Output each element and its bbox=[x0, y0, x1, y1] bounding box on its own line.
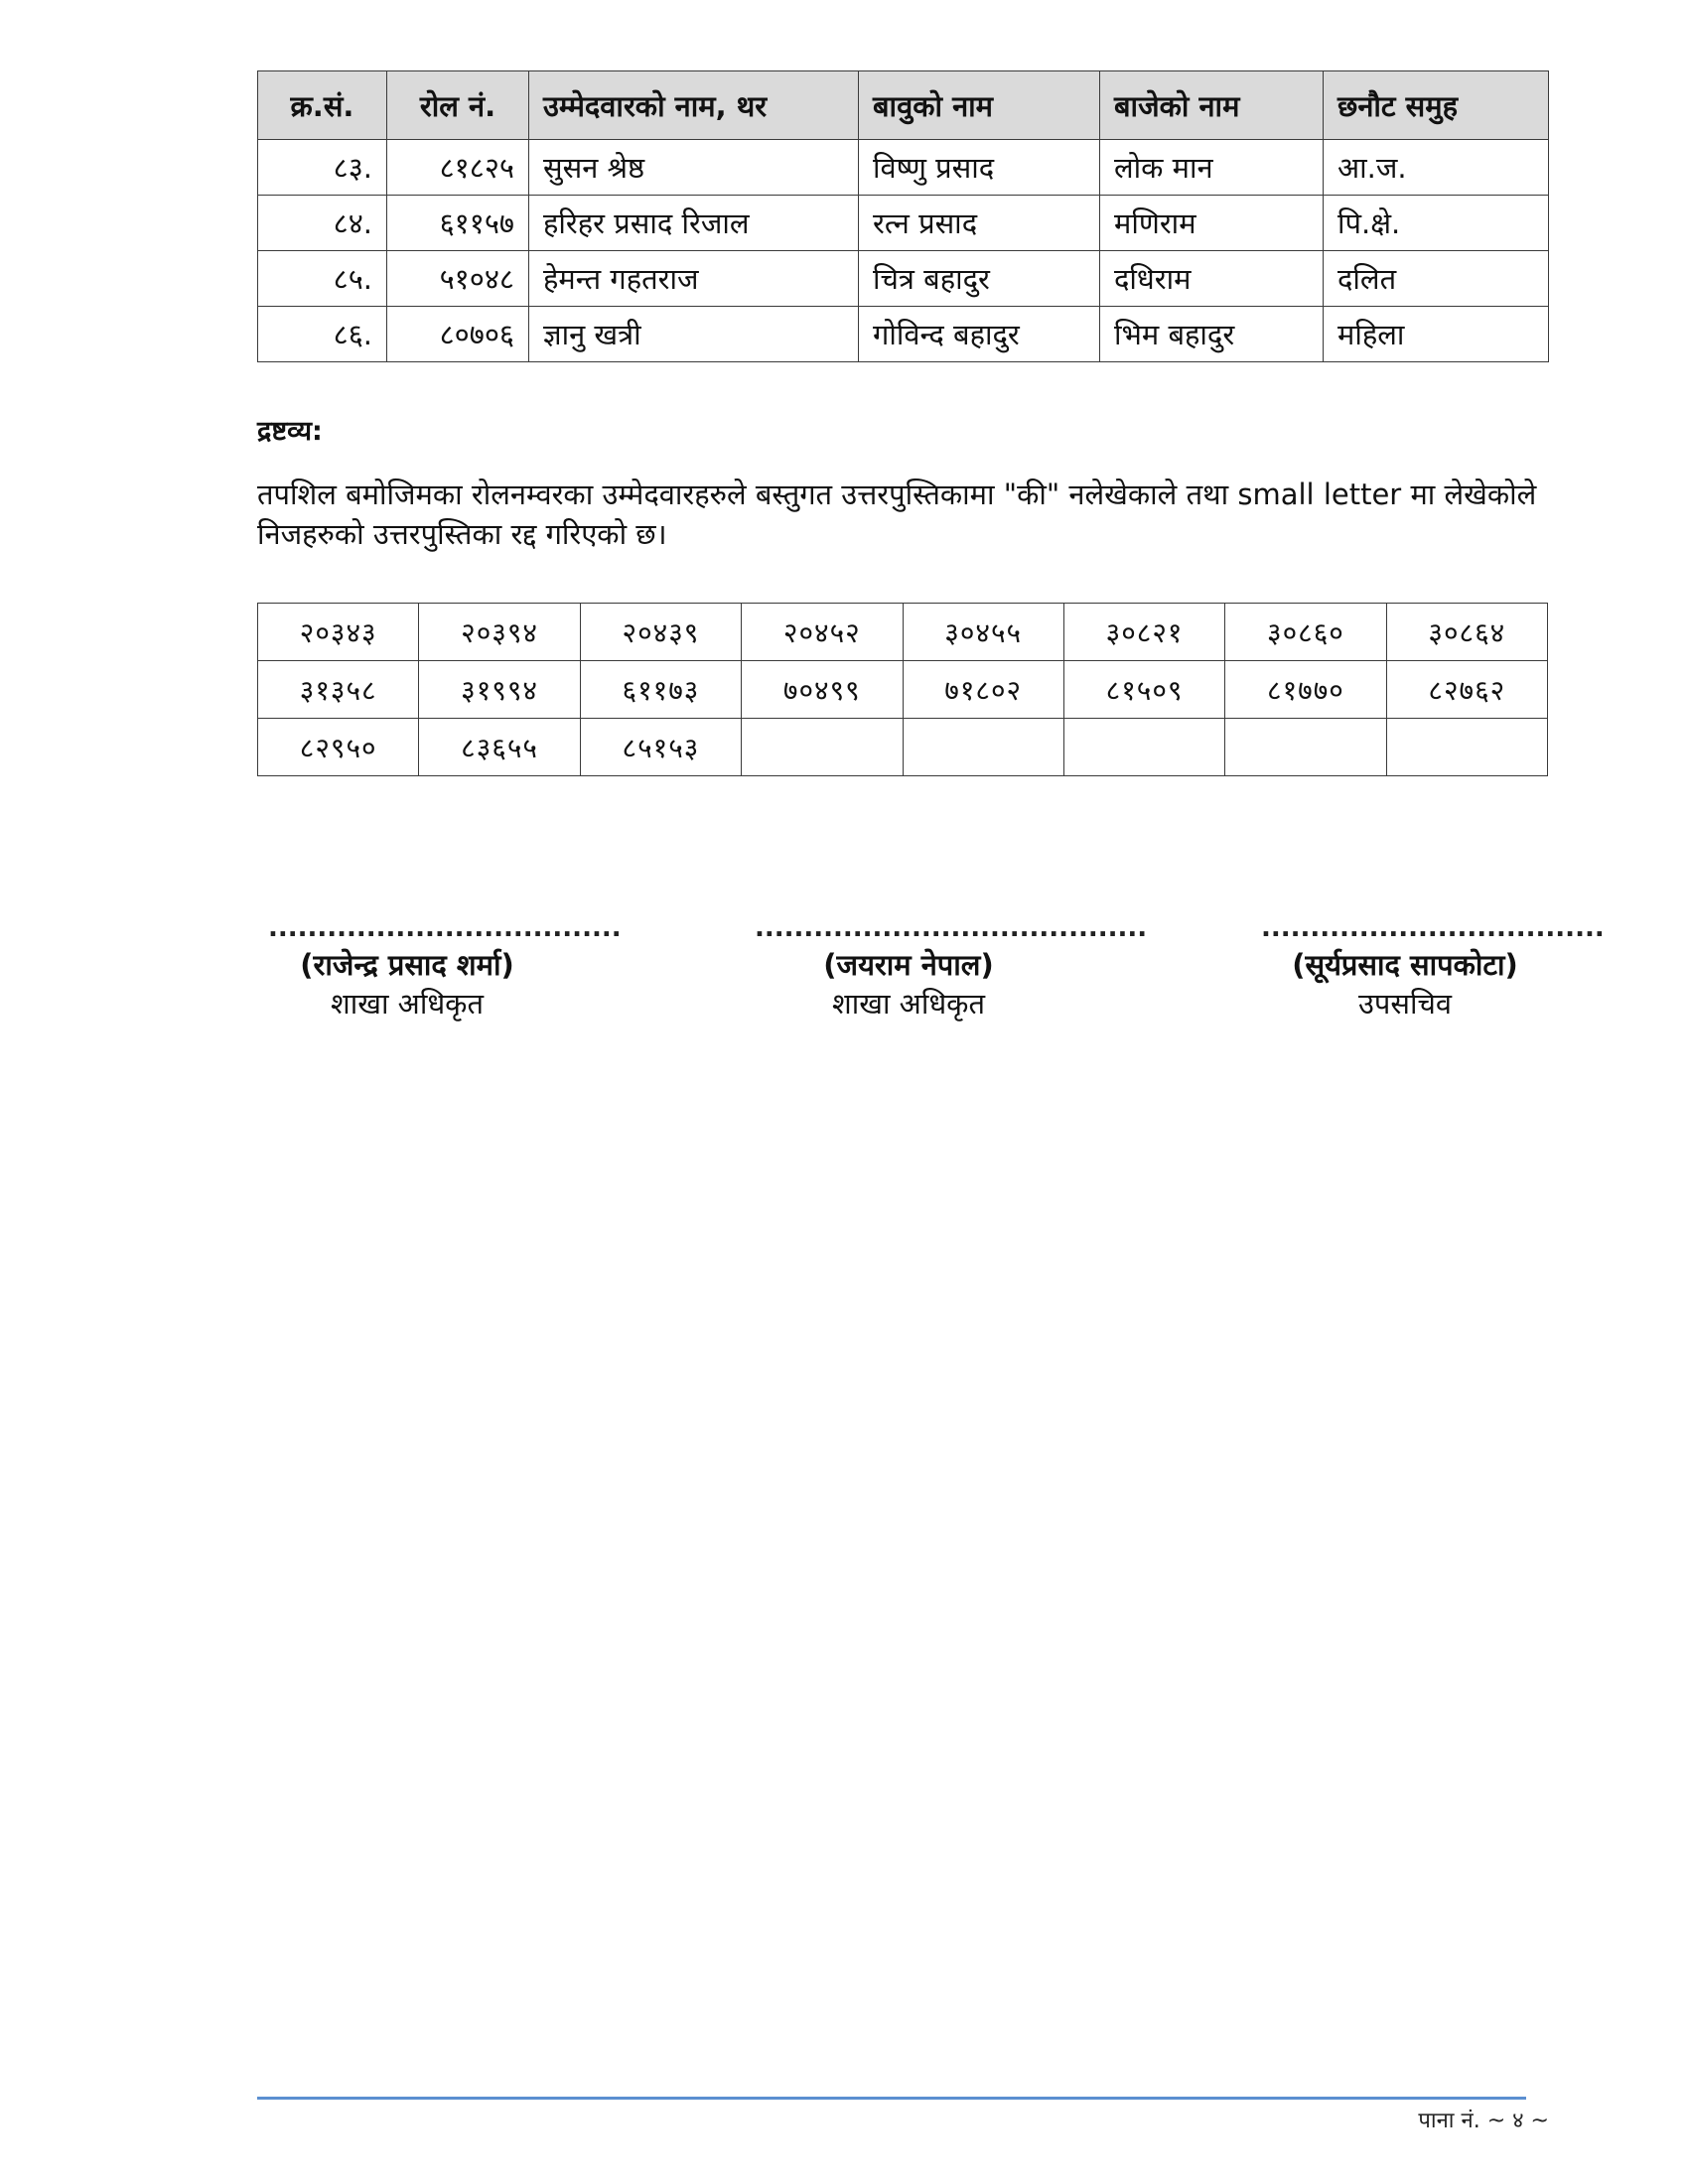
signatory-title: शाखा अधिकृत bbox=[832, 987, 985, 1021]
table-row bbox=[258, 661, 1548, 719]
serial-number-cell: ८४. bbox=[258, 196, 387, 251]
roll-number-cell: ३०८६४ bbox=[1386, 604, 1547, 661]
selection-group-cell: पि.क्षे. bbox=[1324, 196, 1549, 251]
empty-cell bbox=[1386, 719, 1547, 776]
serial-number-cell: ८६. bbox=[258, 307, 387, 362]
cancelled-roll-numbers-table bbox=[257, 603, 1548, 776]
roll-number-cell: ३०४५५ bbox=[903, 604, 1063, 661]
empty-cell bbox=[1225, 719, 1386, 776]
results-table bbox=[257, 70, 1549, 362]
grandfather-name-cell: भिम बहादुर bbox=[1100, 307, 1324, 362]
signature-block-section-officer-2 bbox=[755, 913, 1148, 1023]
signatory-name: (सूर्यप्रसाद सापकोटा) bbox=[1292, 948, 1518, 982]
table-row bbox=[258, 140, 1549, 196]
roll-number-cell: ३१९९४ bbox=[419, 661, 580, 719]
grandfather-name-cell: मणिराम bbox=[1100, 196, 1324, 251]
roll-number-cell: ७०४९९ bbox=[742, 661, 903, 719]
signatory-title: उपसचिव bbox=[1357, 987, 1453, 1021]
empty-cell bbox=[1063, 719, 1224, 776]
roll-number-cell: ८३६५५ bbox=[419, 719, 580, 776]
roll-number-cell: ८५१५३ bbox=[580, 719, 741, 776]
roll-number-cell: ८१८२५ bbox=[387, 140, 529, 196]
roll-number-cell: ३०८२१ bbox=[1063, 604, 1224, 661]
father-name-cell: गोविन्द बहादुर bbox=[859, 307, 1100, 362]
table-row bbox=[258, 251, 1549, 307]
grandfather-name-cell: लोक मान bbox=[1100, 140, 1324, 196]
roll-number-cell: २०३४३ bbox=[258, 604, 419, 661]
page-number: पाना नं. ~ ४ ~ bbox=[1418, 2109, 1549, 2133]
signature-line: ................................... bbox=[1261, 913, 1605, 943]
candidate-name-cell: हेमन्त गहतराज bbox=[529, 251, 859, 307]
roll-number-cell: ७१८०२ bbox=[903, 661, 1063, 719]
footer-divider bbox=[257, 2097, 1526, 2100]
candidate-name-cell: ज्ञानु खत्री bbox=[529, 307, 859, 362]
selection-group-cell: महिला bbox=[1324, 307, 1549, 362]
header-roll-number: रोल नं. bbox=[387, 71, 529, 140]
serial-number-cell: ८५. bbox=[258, 251, 387, 307]
father-name-cell: चित्र बहादुर bbox=[859, 251, 1100, 307]
note-title: द्रष्टव्य: bbox=[257, 416, 323, 447]
roll-number-cell: ८०७०६ bbox=[387, 307, 529, 362]
signatory-name: (जयराम नेपाल) bbox=[823, 948, 994, 982]
roll-number-cell: ३०८६० bbox=[1225, 604, 1386, 661]
roll-number-cell: ८२७६२ bbox=[1386, 661, 1547, 719]
candidate-name-cell: हरिहर प्रसाद रिजाल bbox=[529, 196, 859, 251]
roll-number-cell: ३१३५८ bbox=[258, 661, 419, 719]
selection-group-cell: आ.ज. bbox=[1324, 140, 1549, 196]
signatory-name: (राजेन्द्र प्रसाद शर्मा) bbox=[300, 948, 514, 982]
signature-block-under-secretary bbox=[1261, 913, 1605, 1023]
roll-number-cell: ८१७७० bbox=[1225, 661, 1386, 719]
roll-number-cell: ५१०४८ bbox=[387, 251, 529, 307]
candidate-name-cell: सुसन श्रेष्ठ bbox=[529, 140, 859, 196]
table-header-row bbox=[258, 71, 1549, 140]
roll-number-cell: ८२९५० bbox=[258, 719, 419, 776]
father-name-cell: विष्णु प्रसाद bbox=[859, 140, 1100, 196]
signature-line: .................................... bbox=[268, 913, 622, 943]
roll-number-cell: ६११५७ bbox=[387, 196, 529, 251]
signatory-title: शाखा अधिकृत bbox=[331, 987, 484, 1021]
roll-number-cell: ८१५०९ bbox=[1063, 661, 1224, 719]
table-row bbox=[258, 307, 1549, 362]
table-row bbox=[258, 604, 1548, 661]
empty-cell bbox=[903, 719, 1063, 776]
empty-cell bbox=[742, 719, 903, 776]
serial-number-cell: ८३. bbox=[258, 140, 387, 196]
roll-number-cell: २०४३९ bbox=[580, 604, 741, 661]
roll-number-cell: २०४५२ bbox=[742, 604, 903, 661]
table-row bbox=[258, 719, 1548, 776]
header-grandfather-name: बाजेको नाम bbox=[1100, 71, 1324, 140]
table-row bbox=[258, 196, 1549, 251]
roll-number-cell: ६११७३ bbox=[580, 661, 741, 719]
header-serial-number: क्र.सं. bbox=[258, 71, 387, 140]
father-name-cell: रत्न प्रसाद bbox=[859, 196, 1100, 251]
note-body: तपशिल बमोजिमका रोलनम्वरका उम्मेदवारहरुले बस्तुगत उत्तरपुस्तिकामा "की" नलेखेकाले तथा small letter मा लेखेकोले निजहरुको उत्तरपुस्तिका रद्द गरिएको छ। bbox=[257, 478, 1537, 551]
selection-group-cell: दलित bbox=[1324, 251, 1549, 307]
header-candidate-name: उम्मेदवारको नाम, थर bbox=[529, 71, 859, 140]
header-selection-group: छनौट समुह bbox=[1324, 71, 1549, 140]
header-father-name: बावुको नाम bbox=[859, 71, 1100, 140]
signature-line: ........................................ bbox=[755, 913, 1148, 943]
signature-block-section-officer-1 bbox=[268, 913, 622, 1023]
grandfather-name-cell: दधिराम bbox=[1100, 251, 1324, 307]
roll-number-cell: २०३९४ bbox=[419, 604, 580, 661]
